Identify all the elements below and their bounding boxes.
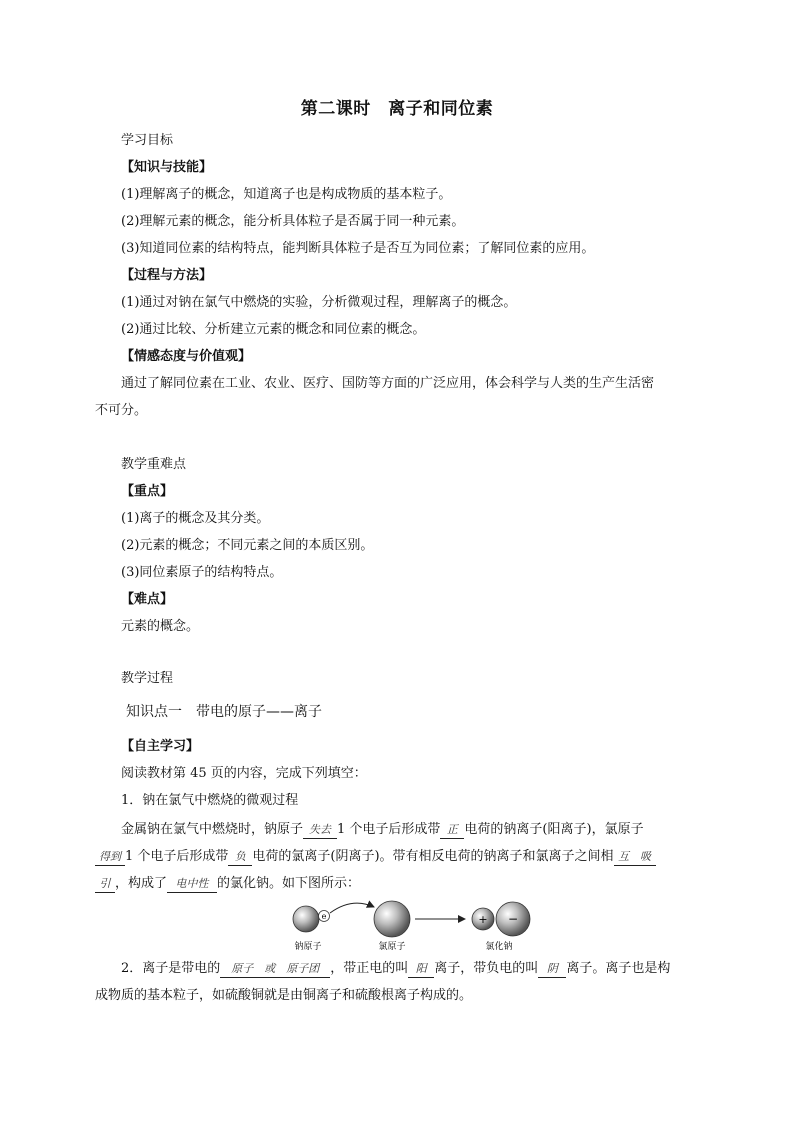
attitude-line-1: 通过了解同位素在工业、农业、医疗、国防等方面的广泛应用，体会科学与人类的生产生活密 xyxy=(121,376,655,391)
blank-neutral: 电中性 xyxy=(167,876,217,893)
p1-text-2: 1 个电子后形成带 xyxy=(337,822,441,837)
difficulty-heading: 【难点】 xyxy=(121,592,174,607)
sodium-chlorine-paragraph xyxy=(95,816,705,897)
ion-definition-paragraph xyxy=(95,955,705,1009)
focus-heading: 【重点】 xyxy=(121,484,174,499)
p2-text-2: ，带正电的叫 xyxy=(330,961,409,976)
knowledge-item-3: (3)知道同位素的结构特点，能判断具体粒子是否互为同位素；了解同位素的应用。 xyxy=(121,241,595,256)
knowledge-item-2: (2)理解元素的概念，能分析具体粒子是否属于同一种元素。 xyxy=(121,214,465,229)
sodium-chloride-label: 氯化钠 xyxy=(485,942,513,952)
keypoints-heading: 教学重难点 xyxy=(121,457,187,472)
attitude-line-2: 不可分。 xyxy=(95,403,148,418)
sodium-ion-plus: + xyxy=(478,913,488,926)
chlorine-atom-sphere xyxy=(374,901,410,937)
electron-transfer-arrow xyxy=(330,903,374,913)
blank-cation: 阳 xyxy=(408,961,434,978)
blank-lose: 失去 xyxy=(303,822,337,839)
difficulty-text: 元素的概念。 xyxy=(121,619,200,634)
focus-item-1: (1)离子的概念及其分类。 xyxy=(121,511,270,526)
sodium-atom-sphere xyxy=(293,906,319,932)
attitude-heading: 【情感态度与价值观】 xyxy=(121,349,252,364)
focus-item-3: (3)同位素原子的结构特点。 xyxy=(121,565,283,580)
p1-text-4: 1 个电子后形成带 xyxy=(125,849,229,864)
blank-negative: 负 xyxy=(228,849,252,866)
p2-text-3: 离子，带负电的叫 xyxy=(434,961,539,976)
knowledge-point-1-heading: 知识点一 带电的原子——离子 xyxy=(126,704,322,720)
electron-label: e xyxy=(321,912,327,921)
chloride-ion-minus: − xyxy=(507,912,519,926)
process-heading: 【过程与方法】 xyxy=(121,268,213,283)
p1-text-7: 的氯化钠。如下图所示： xyxy=(217,876,361,891)
blank-atom-or-group: 原子 或 原子团 xyxy=(220,961,330,978)
p1-text-6: ，构成了 xyxy=(115,876,168,891)
p2-text-5: 成物质的基本粒子，如硫酸铜就是由铜离子和硫酸根离子构成的。 xyxy=(95,988,473,1003)
process-item-2: (2)通过比较、分析建立元素的概念和同位素的概念。 xyxy=(121,322,426,337)
chlorine-atom-label: 氯原子 xyxy=(378,942,406,952)
sodium-atom-label: 钠原子 xyxy=(294,942,322,952)
ionic-bonding-diagram xyxy=(280,895,550,955)
process-item-1: (1)通过对钠在氯气中燃烧的实验，分析微观过程，理解离子的概念。 xyxy=(121,295,517,310)
page-title: 第二课时 离子和同位素 xyxy=(300,99,494,119)
p1-text-3: 电荷的钠离子(阳离子)，氯原子 xyxy=(464,822,644,837)
p2-text-4: 离子。离子也是构 xyxy=(566,961,671,976)
p1-text-5: 电荷的氯离子(阴离子)。带有相反电荷的钠离子和氯离子之间相 xyxy=(252,849,614,864)
objectives-heading: 学习目标 xyxy=(121,133,174,148)
p1-text-1: 金属钠在氯气中燃烧时，钠原子 xyxy=(121,822,304,837)
blank-positive: 正 xyxy=(440,822,464,839)
knowledge-heading: 【知识与技能】 xyxy=(121,160,213,175)
focus-item-2: (2)元素的概念；不同元素之间的本质区别。 xyxy=(121,538,374,553)
reading-instruction: 阅读教材第 45 页的内容，完成下列填空： xyxy=(121,766,367,781)
knowledge-item-1: (1)理解离子的概念，知道离子也是构成物质的基本粒子。 xyxy=(121,187,452,202)
blank-gain: 得到 xyxy=(95,849,125,866)
p2-text-1: 2．离子是带电的 xyxy=(121,961,221,976)
item-1-title: 1．钠在氯气中燃烧的微观过程 xyxy=(121,793,299,808)
blank-attract-2: 引 xyxy=(95,876,115,893)
self-study-heading: 【自主学习】 xyxy=(121,739,200,754)
blank-anion: 阴 xyxy=(538,961,566,978)
blank-attract-1: 互 吸 xyxy=(614,849,656,866)
process-section-heading: 教学过程 xyxy=(121,671,174,686)
